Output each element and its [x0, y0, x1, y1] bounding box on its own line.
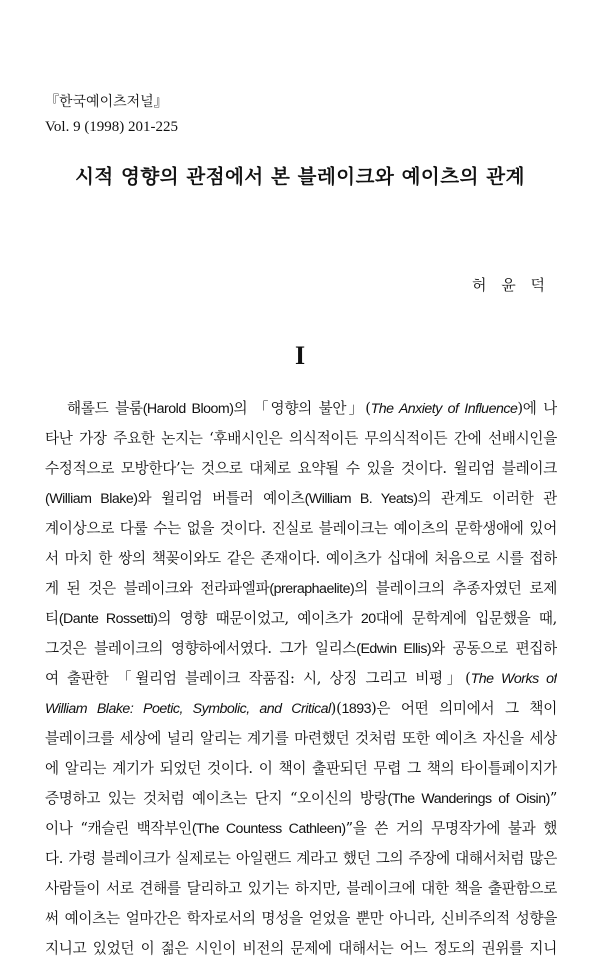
- text-line: 증명하고 있는 것처럼 예이츠는 단지 “오이신의 방랑(The Wanderings of Oisin)”: [45, 790, 557, 807]
- text-line: 사람들이 서로 견해를 달리하고 있기는 하지만, 블레이크에 대한 책을 출판함으로: [45, 880, 557, 897]
- text-line: 그것은 블레이크의 영향하에서였다. 그가 일리스(Edwin Ellis)와 공동으로 편집하: [45, 640, 557, 657]
- text-line: 계이상으로 다룰 수는 없을 것이다. 진실로 블레이크는 예이츠의 문학생애에 있어: [45, 520, 557, 537]
- text-line: 써 예이츠는 얼마간은 학자로서의 명성을 얻었을 뿐만 아니라, 신비주의적 성향을: [45, 910, 557, 927]
- text-line: 서 마치 한 쌍의 책꽂이와도 같은 존재이다. 예이츠가 십대에 처음으로 시를 접하: [45, 550, 557, 567]
- text-line: 다. 가령 블레이크가 실제로는 아일랜드 계라고 했던 그의 주장에 대해서처럼 많은: [45, 850, 557, 867]
- text-line: 블레이크를 세상에 널리 알리는 계기를 마련했던 것처럼 또한 예이츠 자신을 세상: [45, 730, 557, 747]
- journal-name: 『한국예이츠저널』: [45, 94, 168, 110]
- text-line: 에 알리는 계기가 되었던 것이다. 이 책이 출판되던 무렵 그 책의 타이틀페이지가: [45, 760, 557, 777]
- text-line: 게 된 것은 블레이크와 전라파엘파(preraphaelite)의 블레이크의 추종자였던 로제: [45, 580, 557, 597]
- body-text: [45, 394, 557, 964]
- section-heading: I: [294, 341, 306, 370]
- volume-info: Vol. 9 (1998) 201-225: [45, 119, 179, 135]
- text-line: 이나 “캐슬린 백작부인(The Countess Cathleen)”을 쓴 거의 무명작가에 불과 했: [45, 820, 557, 837]
- paper-title: 시적 영향의 관점에서 본 블레이크와 예이츠의 관계: [75, 165, 525, 188]
- text-line: 타난 가장 주요한 논지는 ‘후배시인은 의식적이든 무의식적이든 간에 선배시인을: [45, 430, 557, 447]
- text-line: 해롤드 블룸(Harold Bloom)의 「영향의 불안」(The Anxiety of Influence)에 나: [67, 400, 557, 417]
- text-line: (William Blake)와 윌리엄 버틀러 예이츠(William B. Yeats)의 관계도 이러한 관: [45, 490, 557, 507]
- text-line: William Blake: Poetic, Symbolic, and Critical)(1893)은 어떤 의미에서 그 책이: [45, 700, 557, 717]
- text-line: 지니고 있었던 이 젊은 시인이 비전의 문제에 대해서는 어느 정도의 권위를 지니: [45, 940, 557, 957]
- text-line: 티(Dante Rossetti)의 영향 때문이었고, 예이츠가 20대에 문학계에 입문했을 때,: [45, 610, 557, 627]
- text-line: 수정적으로 모방한다’는 것으로 대체로 요약될 수 있을 것이다. 윌리엄 블레이크: [45, 460, 557, 477]
- author-name: 허 윤 덕: [471, 276, 550, 294]
- text-line: 여 출판한 「윌리엄 블레이크 작품집: 시, 상징 그리고 비평」(The Works of: [45, 670, 557, 687]
